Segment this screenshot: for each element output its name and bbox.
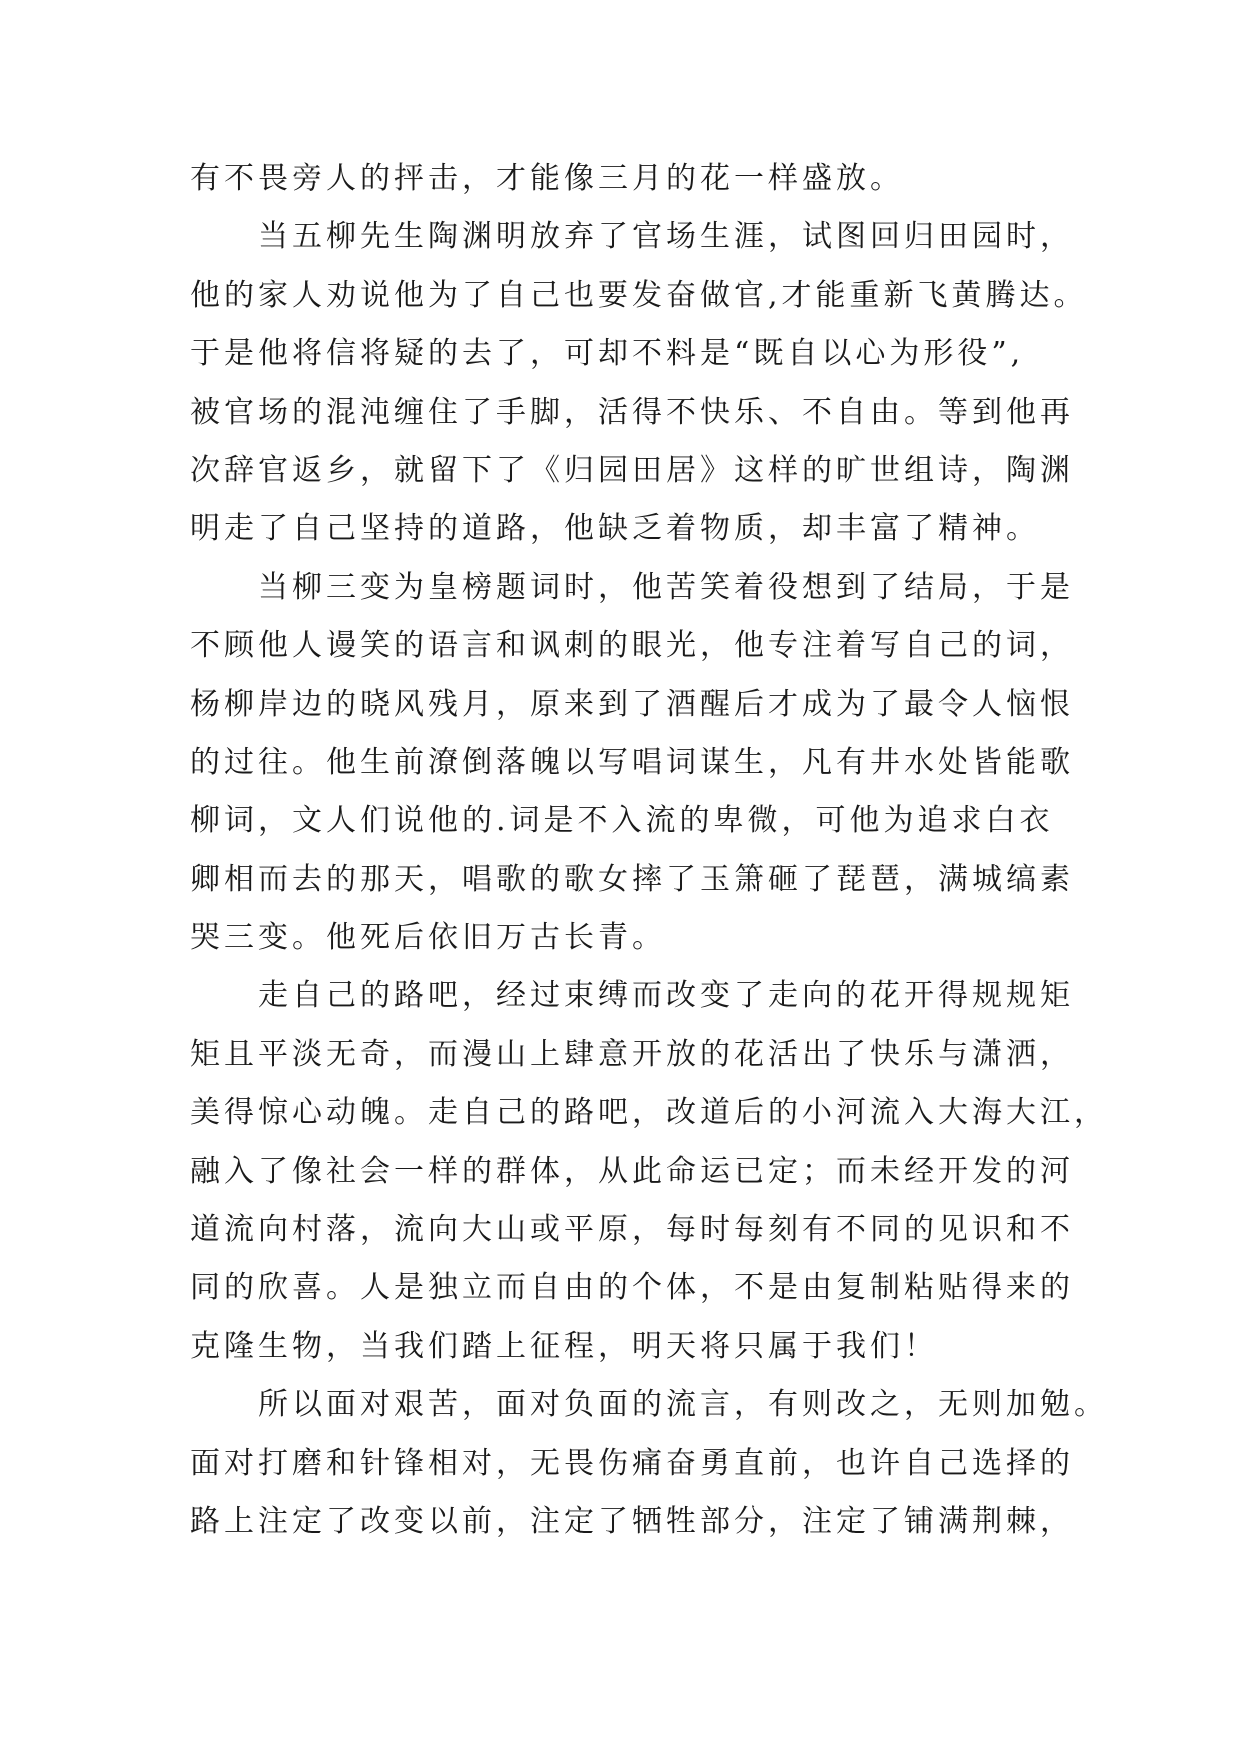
text-line: 融入了像社会一样的群体，从此命运已定；而未经开发的河	[190, 1153, 1074, 1189]
text-line: 矩且平淡无奇，而漫山上肆意开放的花活出了快乐与潇洒，	[190, 1036, 1074, 1072]
text-line: 克隆生物，当我们踏上征程，明天将只属于我们！	[190, 1328, 938, 1364]
text-line: 卿相而去的那天，唱歌的歌女摔了玉箫砸了琵琶，满城缟素	[190, 861, 1074, 897]
text-line: 于是他将信将疑的去了，可却不料是“既自以心为形役”,	[190, 336, 1025, 372]
text-line: 的过往。他生前潦倒落魄以写唱词谋生，凡有井水处皆能歌	[190, 744, 1074, 780]
text-line: 他的家人劝说他为了自己也要发奋做官,才能重新飞黄腾达。	[190, 277, 1088, 313]
text-line: 路上注定了改变以前，注定了牺牲部分，注定了铺满荆棘，	[190, 1503, 1074, 1539]
text-line: 所以面对艰苦，面对负面的流言，有则改之，无则加勉。	[258, 1387, 1108, 1423]
text-line: 走自己的路吧，经过束缚而改变了走向的花开得规规矩	[258, 978, 1074, 1014]
text-line: 杨柳岸边的晓风残月，原来到了酒醒后才成为了最令人恼恨	[190, 686, 1074, 722]
text-line: 被官场的混沌缠住了手脚，活得不快乐、不自由。等到他再	[190, 394, 1074, 430]
text-line: 当五柳先生陶渊明放弃了官场生涯，试图回归田园时，	[258, 219, 1074, 255]
text-line: 当柳三变为皇榜题词时，他苦笑着役想到了结局，于是	[258, 569, 1074, 605]
text-line: 哭三变。他死后依旧万古长青。	[190, 920, 666, 956]
text-line: 面对打磨和针锋相对，无畏伤痛奋勇直前，也许自己选择的	[190, 1445, 1074, 1481]
text-line: 同的欣喜。人是独立而自由的个体，不是由复制粘贴得来的	[190, 1270, 1074, 1306]
text-line: 道流向村落，流向大山或平原，每时每刻有不同的见识和不	[190, 1212, 1074, 1248]
text-line: 次辞官返乡，就留下了《归园田居》这样的旷世组诗，陶渊	[190, 452, 1074, 488]
text-line: 不顾他人谩笑的语言和讽刺的眼光，他专注着写自己的词，	[190, 628, 1074, 664]
text-line: 美得惊心动魄。走自己的路吧，改道后的小河流入大海大江，	[190, 1095, 1108, 1131]
text-line: 有不畏旁人的抨击，才能像三月的花一样盛放。	[190, 161, 904, 196]
text-line: 明走了自己坚持的道路，他缺乏着物质，却丰富了精神。	[190, 511, 1040, 547]
text-line: 柳词，文人们说他的.词是不入流的卑微，可他为追求白衣	[190, 803, 1054, 839]
document-body	[190, 150, 1108, 1551]
